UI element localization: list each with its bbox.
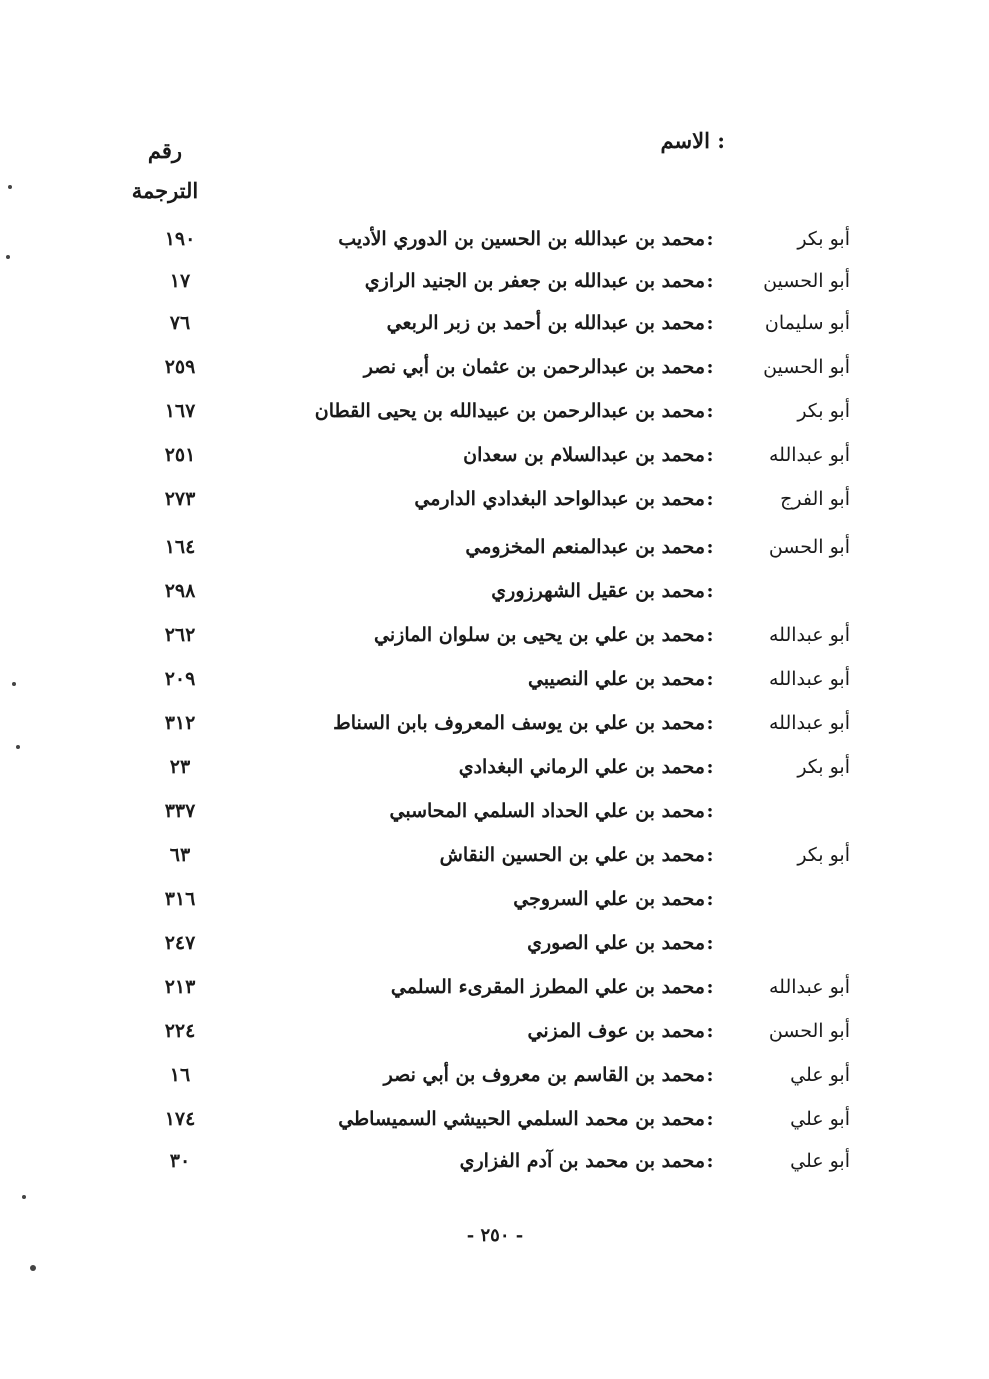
entry-kunya: أبو الحسين (763, 270, 850, 292)
entry-name: محمد بن عبدالمنعم المخزومي (465, 536, 705, 558)
entry-name: محمد بن محمد بن آدم الفزاري (459, 1150, 705, 1172)
entry-kunya: أبو الحسين (763, 356, 850, 378)
entry-kunya: أبو علي (790, 1150, 850, 1172)
entry-number: ٢٥١ (164, 444, 196, 466)
index-entry (0, 1020, 989, 1060)
index-entry (0, 536, 989, 576)
entry-number: ١٧ (169, 270, 191, 292)
entry-number: ٢٦٢ (164, 624, 196, 646)
entry-kunya: أبو عبدالله (768, 668, 850, 690)
entry-name: محمد بن عبدالواحد البغدادي الدارمي (414, 488, 705, 510)
entry-number: ٢٥٩ (164, 356, 196, 378)
entry-number: ٢٩٨ (164, 580, 196, 602)
entry-separator: : (706, 536, 714, 558)
entry-separator: : (706, 400, 714, 422)
scan-speck (12, 682, 16, 686)
entry-name: محمد بن علي المطرز المقرىء السلمي (390, 976, 705, 998)
index-entry (0, 444, 989, 484)
entry-kunya: أبو عبدالله (768, 976, 850, 998)
entry-name: محمد بن علي الحداد السلمي المحاسبي (389, 800, 705, 822)
entry-separator: : (706, 488, 714, 510)
entry-number: ١٦ (169, 1064, 191, 1086)
entry-name: محمد بن عبدالرحمن بن عبيدالله بن يحيى القطان (314, 400, 705, 422)
index-entry (0, 932, 989, 972)
entry-kunya: أبو عبدالله (768, 712, 850, 734)
entry-number: ٢٢٤ (164, 1020, 196, 1042)
entry-name: محمد بن عوف المزني (527, 1020, 705, 1042)
entry-kunya: أبو عبدالله (768, 444, 850, 466)
entry-separator: : (706, 312, 714, 334)
entry-kunya: أبو بكر (797, 228, 850, 250)
number-column-header-line1: رقم (147, 138, 183, 163)
entry-kunya: أبو الحسن (768, 536, 850, 558)
scan-speck (30, 1265, 36, 1271)
entry-name: محمد بن علي الرماني البغدادي (458, 756, 705, 778)
entry-separator: : (706, 668, 714, 690)
entry-separator: : (706, 712, 714, 734)
entry-separator: : (706, 756, 714, 778)
index-entry (0, 756, 989, 796)
entry-name: محمد بن علي النصيبي (527, 668, 705, 690)
entry-name: محمد بن علي بن الحسين النقاش (439, 844, 705, 866)
index-entry (0, 1150, 989, 1190)
entry-kunya: أبو بكر (797, 400, 850, 422)
entry-number: ١٩٠ (164, 228, 196, 250)
entry-number: ٢٧٣ (164, 488, 196, 510)
index-entry (0, 976, 989, 1016)
entry-separator: : (706, 932, 714, 954)
entry-separator: : (706, 1020, 714, 1042)
entry-kunya: أبو الفرج (780, 488, 850, 510)
entry-name: محمد بن عبدالله بن جعفر بن الجنيد الرازي (364, 270, 705, 292)
index-entry (0, 356, 989, 396)
number-column-header-line2: الترجمة (131, 178, 199, 203)
entry-separator: : (706, 1064, 714, 1086)
entry-number: ١٧٤ (164, 1108, 196, 1130)
entry-number: ٣١٦ (164, 888, 196, 910)
scan-speck (8, 185, 12, 189)
entry-number: ٧٦ (169, 312, 191, 334)
entry-name: محمد بن علي بن يحيى بن سلوان المازني (374, 624, 705, 646)
entry-number: ٦٣ (169, 844, 191, 866)
index-entry (0, 1108, 989, 1148)
entry-separator: : (706, 844, 714, 866)
entry-number: ٣١٢ (164, 712, 196, 734)
entry-kunya: أبو الحسن (768, 1020, 850, 1042)
index-entry (0, 488, 989, 528)
entry-name: محمد بن محمد السلمي الحبيشي السميساطي (338, 1108, 705, 1130)
entry-name: محمد بن عبدالله بن الحسين بن الدوري الأديب (338, 228, 705, 250)
entry-separator: : (706, 1108, 714, 1130)
entry-kunya: أبو بكر (797, 756, 850, 778)
entry-kunya: أبو بكر (797, 844, 850, 866)
index-entry (0, 228, 989, 268)
entry-kunya: أبو علي (790, 1064, 850, 1086)
entry-name: محمد بن علي السروجي (513, 888, 705, 910)
entry-name: محمد بن علي بن يوسف المعروف بابن السناط (333, 712, 705, 734)
entry-number: ٣٠ (169, 1150, 191, 1172)
scan-speck (6, 255, 10, 259)
entry-separator: : (706, 444, 714, 466)
index-entry (0, 580, 989, 620)
entry-name: محمد بن عبدالله بن أحمد بن زبر الربعي (386, 312, 705, 334)
entry-number: ١٦٧ (164, 400, 196, 422)
entry-number: ٣٣٧ (164, 800, 196, 822)
entry-separator: : (706, 270, 714, 292)
index-entry (0, 1064, 989, 1104)
entry-separator: : (706, 800, 714, 822)
name-column-header: : الاسم (660, 128, 725, 153)
index-entry (0, 400, 989, 440)
entry-separator: : (706, 888, 714, 910)
entry-name: محمد بن عبدالسلام بن سعدان (463, 444, 705, 466)
index-entry (0, 624, 989, 664)
page-number: - ٢٥٠ - (466, 1225, 524, 1246)
index-entry (0, 888, 989, 928)
index-entry (0, 800, 989, 840)
entry-separator: : (706, 580, 714, 602)
entry-separator: : (706, 1150, 714, 1172)
entry-number: ١٦٤ (164, 536, 196, 558)
scan-speck (16, 745, 20, 749)
entry-number: ٢٠٩ (164, 668, 196, 690)
entry-name: محمد بن عبدالرحمن بن عثمان بن أبي نصر (363, 356, 705, 378)
entry-number: ٢٣ (169, 756, 191, 778)
entry-kunya: أبو علي (790, 1108, 850, 1130)
entry-kunya: أبو سليمان (764, 312, 850, 334)
entry-name: محمد بن علي الصوري (527, 932, 705, 954)
entry-separator: : (706, 624, 714, 646)
entry-number: ٢٤٧ (164, 932, 196, 954)
index-entry (0, 668, 989, 708)
entry-number: ٢١٣ (164, 976, 196, 998)
index-entry (0, 712, 989, 752)
entry-separator: : (706, 976, 714, 998)
entry-separator: : (706, 228, 714, 250)
entry-separator: : (706, 356, 714, 378)
index-entry (0, 844, 989, 884)
entry-name: محمد بن عقيل الشهرزوري (491, 580, 705, 602)
entry-kunya: أبو عبدالله (768, 624, 850, 646)
scan-speck (22, 1195, 26, 1199)
index-entry (0, 312, 989, 352)
index-entry (0, 270, 989, 310)
entry-name: محمد بن القاسم بن معروف بن أبي نصر (383, 1064, 705, 1086)
